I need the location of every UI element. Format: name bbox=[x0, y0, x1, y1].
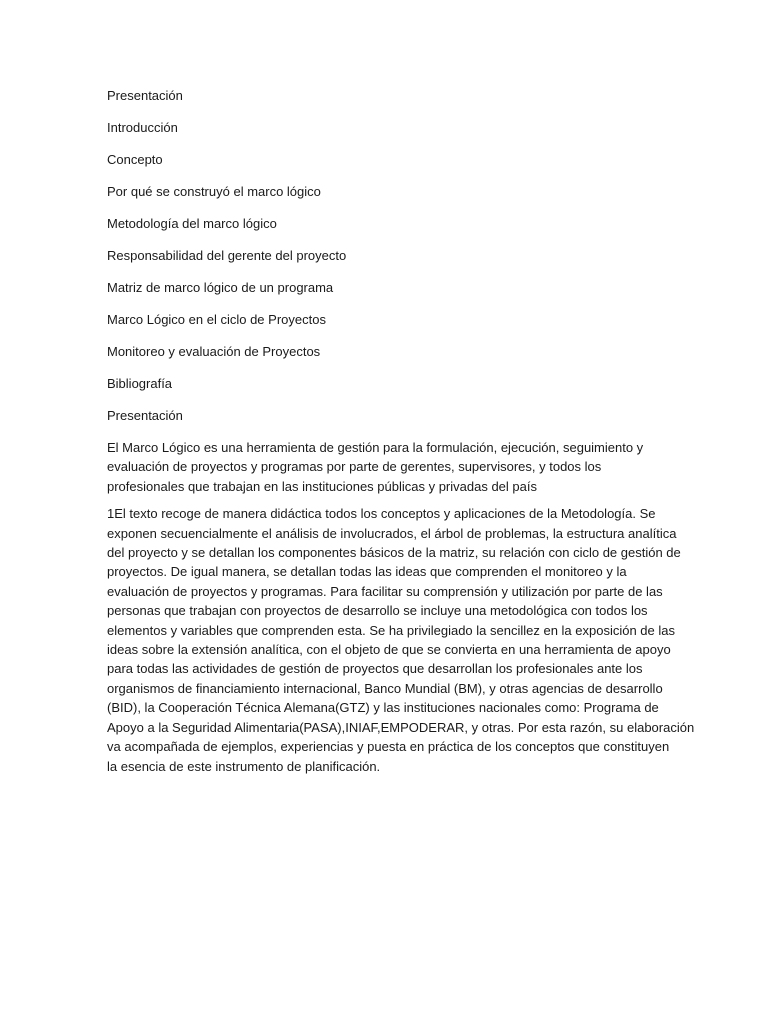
paragraph-line: Apoyo a la Seguridad Alimentaria(PASA),INIAF,EMPODERAR, y otras. Por esta razón, su elaboración bbox=[107, 719, 695, 735]
toc-item-introduccion: Introducción bbox=[107, 120, 178, 135]
table-of-contents bbox=[107, 86, 667, 426]
paragraph-line: evaluación de proyectos y programas por parte de gerentes, supervisores, y todos los bbox=[107, 459, 602, 475]
paragraph-line: elementos y variables que comprenden esta. Se ha privilegiado la sencillez en la exposición de las bbox=[107, 622, 676, 638]
toc-item-monitoreo: Monitoreo y evaluación de Proyectos bbox=[107, 344, 321, 359]
toc-item-responsabilidad: Responsabilidad del gerente del proyecto bbox=[107, 248, 347, 263]
toc-item-matriz: Matriz de marco lógico de un programa bbox=[107, 280, 334, 295]
document-page bbox=[107, 86, 695, 784]
toc-item-bibliografia: Bibliografía bbox=[107, 376, 173, 391]
toc-item-por-que: Por qué se construyó el marco lógico bbox=[107, 184, 321, 199]
paragraph-line: profesionales que trabajan en las instituciones públicas y privadas del país bbox=[107, 478, 537, 494]
intro-paragraph bbox=[107, 438, 667, 496]
paragraph-line: del proyecto y se detallan los componentes básicos de la matriz, su relación con ciclo de gestión de bbox=[107, 545, 681, 561]
toc-item-ciclo: Marco Lógico en el ciclo de Proyectos bbox=[107, 312, 326, 327]
paragraph-line: organismos de financiamiento internacional, Banco Mundial (BM), y otras agencias de desarrollo bbox=[107, 680, 663, 696]
paragraph-line: (BID), la Cooperación Técnica Alemana(GTZ) y las instituciones nacionales como: Programa de bbox=[107, 700, 659, 716]
paragraph-line: la esencia de este instrumento de planificación. bbox=[107, 758, 381, 774]
paragraph-line: va acompañada de ejemplos, experiencias y puesta en práctica de los conceptos que constituyen bbox=[107, 739, 670, 755]
body-paragraph bbox=[107, 504, 695, 776]
paragraph-line: personas que trabajan con proyectos de desarrollo se incluye una metodológica con todos los bbox=[107, 603, 648, 619]
section-heading-presentacion: Presentación bbox=[107, 408, 183, 423]
paragraph-line: para todas las actividades de gestión de proyectos que desarrollan los profesionales ante los bbox=[107, 661, 643, 677]
paragraph-line: exponen secuencialmente el análisis de involucrados, el árbol de problemas, la estructura analítica bbox=[107, 525, 677, 541]
paragraph-line: evaluación de proyectos y programas. Para facilitar su comprensión y utilización por parte de las bbox=[107, 583, 663, 599]
paragraph-line: 1El texto recoge de manera didáctica todos los conceptos y aplicaciones de la Metodología. Se bbox=[107, 506, 656, 522]
toc-item-presentacion: Presentación bbox=[107, 88, 183, 103]
toc-item-metodologia: Metodología del marco lógico bbox=[107, 216, 277, 231]
toc-item-concepto: Concepto bbox=[107, 152, 163, 167]
paragraph-line: ideas sobre la extensión analítica, con el objeto de que se convierta en una herramienta de apoyo bbox=[107, 642, 671, 658]
paragraph-line: proyectos. De igual manera, se detallan todas las ideas que comprenden el monitoreo y la bbox=[107, 564, 627, 580]
paragraph-line: El Marco Lógico es una herramienta de gestión para la formulación, ejecución, seguimiento y bbox=[107, 440, 644, 455]
